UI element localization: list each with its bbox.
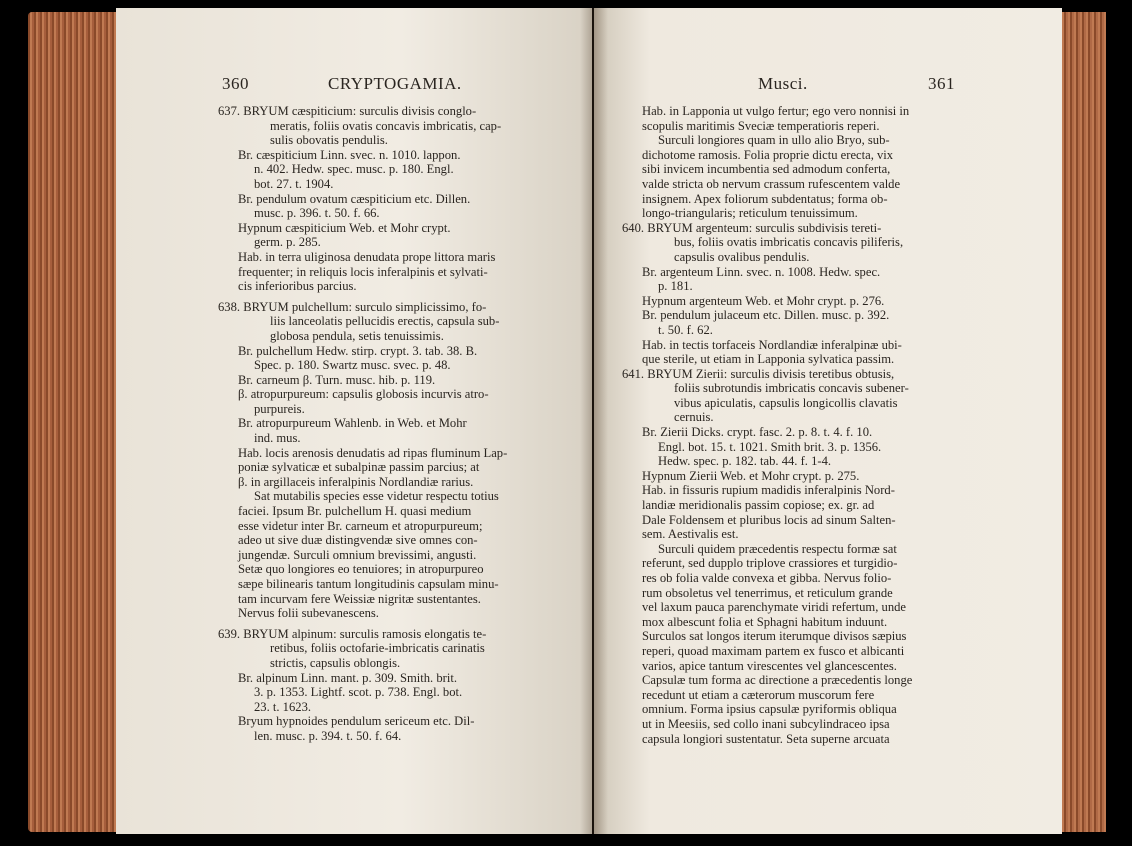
text-line: foliis subrotundis imbricatis concavis subener- <box>674 381 909 396</box>
text-line: longo-triangularis; reticulum tenuissimum. <box>642 206 858 221</box>
text-line: Br. atropurpureum Wahlenb. in Web. et Mohr <box>238 416 467 431</box>
text-line: res ob folia valde convexa et gibba. Nervus folio- <box>642 571 892 585</box>
page-edges-right <box>1056 12 1106 832</box>
text-line: jungendæ. Surculi omnium brevissimi, angusti. <box>238 547 477 562</box>
text-line: referunt, sed dupplo triplove crassiores et turgidio- <box>642 556 898 571</box>
text-line: cis inferioribus parcius. <box>238 279 357 294</box>
text-line: sulis obovatis pendulis. <box>270 133 388 148</box>
text-line: p. 181. <box>658 279 693 294</box>
text-line: vel laxum pauca parenchymate viridi refertum, unde <box>642 600 907 615</box>
text-line: Br. carneum β. Turn. musc. hib. p. 119. <box>238 372 436 387</box>
text-line: Setæ quo longiores eo tenuiores; in atropurpureo <box>238 562 484 577</box>
text-line: Surculi quidem præcedentis respectu formæ sat <box>658 541 897 556</box>
text-line: landiæ meridionalis passim copiose; ex. gr. ad <box>642 498 875 513</box>
text-line: Hypnum argenteum Web. et Mohr crypt. p. 276. <box>642 293 885 308</box>
text-line: Hypnum cæspiticium Web. et Mohr crypt. <box>238 220 451 235</box>
text-line: Capsulæ tum forma ac directione a præcedentis longe <box>642 673 913 688</box>
text-line: sæpe bilinearis tantum longitudinis capsulam minu- <box>238 577 499 591</box>
book-gutter <box>580 8 608 834</box>
text-line: 639. BRYUM alpinum: surculis ramosis elongatis te- <box>218 626 487 641</box>
text-line: Hypnum Zierii Web. et Mohr crypt. p. 275. <box>642 468 860 483</box>
text-line: vibus apiculatis, capsulis longicollis clavatis <box>674 395 898 410</box>
left-page-number: 360 <box>222 74 249 93</box>
text-line: recedunt ut etiam a cæterorum muscorum fere <box>642 687 875 702</box>
text-line: Dale Foldensem et pluribus locis ad sinum Salten- <box>642 512 896 527</box>
text-line: germ. p. 285. <box>254 235 321 250</box>
text-line: capsula longiori sustentatur. Seta superne arcuata <box>642 731 890 746</box>
text-line: faciei. Ipsum Br. pulchellum H. quasi medium <box>238 504 472 519</box>
right-page-number: 361 <box>928 74 955 93</box>
text-line: 640. BRYUM argenteum: surculis subdivisis tereti- <box>622 220 882 235</box>
text-line: Br. pulchellum Hedw. stirp. crypt. 3. tab. 38. B. <box>238 343 478 358</box>
text-line: esse videtur inter Br. carneum et atropurpureum; <box>238 518 483 533</box>
text-line: Br. cæspiticium Linn. svec. n. 1010. lappon. <box>238 147 461 162</box>
text-line: varios, apice tantum virescentes vel glancescentes. <box>642 658 897 673</box>
text-line: Sat mutabilis species esse videtur respectu totius <box>254 489 499 504</box>
text-line: globosa pendula, setis tenuissimis. <box>270 328 444 343</box>
text-line: Hab. locis arenosis denudatis ad ripas fluminum Lap- <box>238 445 508 460</box>
text-line: β. in argillaceis inferalpinis Nordlandiæ rarius. <box>238 474 474 489</box>
text-line: 637. BRYUM cæspiticium: surculis divisis conglo- <box>218 104 477 118</box>
text-line: ut in Meesiis, sed collo inani subcylindraceo ipsa <box>642 716 890 731</box>
text-line: purpureis. <box>254 401 305 416</box>
text-line: Br. Zierii Dicks. crypt. fasc. 2. p. 8. t. 4. f. 10. <box>642 425 873 440</box>
text-line: Br. alpinum Linn. mant. p. 309. Smith. brit. <box>238 670 457 685</box>
text-line: n. 402. Hedw. spec. musc. p. 180. Engl. <box>254 162 454 177</box>
text-line: insignem. Apex foliorum subdentatus; forma ob- <box>642 191 888 206</box>
text-line: β. atropurpureum: capsulis globosis incurvis atro- <box>238 387 489 402</box>
text-line: rum obsoletus vel tenerrimus, et reticulum grande <box>642 585 893 600</box>
text-line: cernuis. <box>674 410 714 425</box>
text-line: capsulis ovalibus pendulis. <box>674 249 810 264</box>
text-line: tam incurvam fere Weissiæ nigritæ sustentantes. <box>238 591 481 606</box>
text-line: Br. pendulum julaceum etc. Dillen. musc. p. 392. <box>642 308 890 323</box>
text-line: sem. Aestivalis est. <box>642 527 739 542</box>
text-line: adeo ut sive duæ distingvendæ sive omnes con- <box>238 533 478 548</box>
left-page-text <box>218 104 570 744</box>
text-line: dichotome ramosis. Folia proprie dictu erecta, vix <box>642 147 894 162</box>
text-line: Br. argenteum Linn. svec. n. 1008. Hedw. spec. <box>642 264 881 279</box>
text-line: frequenter; in reliquis locis inferalpinis et sylvati- <box>238 264 488 279</box>
text-line: valde stricta ob nervum crassum rufescentem valde <box>642 176 901 191</box>
text-line: 23. t. 1623. <box>254 699 312 714</box>
text-line: Hab. in fissuris rupium madidis inferalpinis Nord- <box>642 483 895 498</box>
text-line: poniæ sylvaticæ et subalpinæ passim parcius; at <box>238 460 480 475</box>
text-line: 641. BRYUM Zierii: surculis divisis teretibus obtusis, <box>622 366 895 381</box>
text-line: bus, foliis ovatis imbricatis concavis piliferis, <box>674 235 904 250</box>
text-line: bot. 27. t. 1904. <box>254 176 334 191</box>
text-line: omnium. Forma ipsius capsulæ pyriformis obliqua <box>642 702 897 717</box>
text-line: strictis, capsulis oblongis. <box>270 655 401 670</box>
text-line: Hab. in tectis torfaceis Nordlandiæ inferalpinæ ubi- <box>642 337 902 352</box>
text-line: que sterile, ut etiam in Lapponia sylvatica passim. <box>642 352 895 367</box>
text-line: liis lanceolatis pellucidis erectis, capsula sub- <box>270 314 500 329</box>
text-line: Hedw. spec. p. 182. tab. 44. f. 1-4. <box>658 454 832 469</box>
text-line: Nervus folii subevanescens. <box>238 606 379 621</box>
text-line: Surculos sat longos iterum iterumque divisos sæpius <box>642 629 907 644</box>
text-line: reperi, quoad maximam partem ex fusco et albicanti <box>642 643 905 658</box>
text-line: len. musc. p. 394. t. 50. f. 64. <box>254 728 402 743</box>
text-line: 638. BRYUM pulchellum: surculo simplicissimo, fo- <box>218 299 487 314</box>
text-line: meratis, foliis ovatis concavis imbricatis, cap- <box>270 118 502 133</box>
text-line: mox albescunt folia et Sphagni habitum induunt. <box>642 614 888 629</box>
page-edges-left <box>28 12 120 832</box>
right-page-text <box>622 104 968 746</box>
text-line: Surculi longiores quam in ullo alio Bryo, sub- <box>658 133 890 148</box>
text-line: 3. p. 1353. Lightf. scot. p. 738. Engl. bot. <box>254 685 463 700</box>
left-running-head: CRYPTOGAMIA. <box>328 74 462 93</box>
text-line: Bryum hypnoides pendulum sericeum etc. Dil- <box>238 714 475 729</box>
text-line: Hab. in terra uliginosa denudata prope littora maris <box>238 249 496 264</box>
text-line: Engl. bot. 15. t. 1021. Smith brit. 3. p. 1356. <box>658 439 882 454</box>
text-line: musc. p. 396. t. 50. f. 66. <box>254 206 380 221</box>
right-running-head: Musci. <box>758 74 808 93</box>
text-line: t. 50. f. 62. <box>658 322 713 337</box>
text-line: Br. pendulum ovatum cæspiticium etc. Dillen. <box>238 191 471 206</box>
text-line: Spec. p. 180. Swartz musc. svec. p. 48. <box>254 358 451 373</box>
text-line: sibi invicem incumbentia sed admodum conferta, <box>642 162 891 177</box>
text-line: scopulis maritimis Sveciæ temperatioris reperi. <box>642 118 880 133</box>
text-line: ind. mus. <box>254 431 301 446</box>
text-line: Hab. in Lapponia ut vulgo fertur; ego vero nonnisi in <box>642 104 910 118</box>
text-line: retibus, foliis octofarie-imbricatis carinatis <box>270 641 485 656</box>
